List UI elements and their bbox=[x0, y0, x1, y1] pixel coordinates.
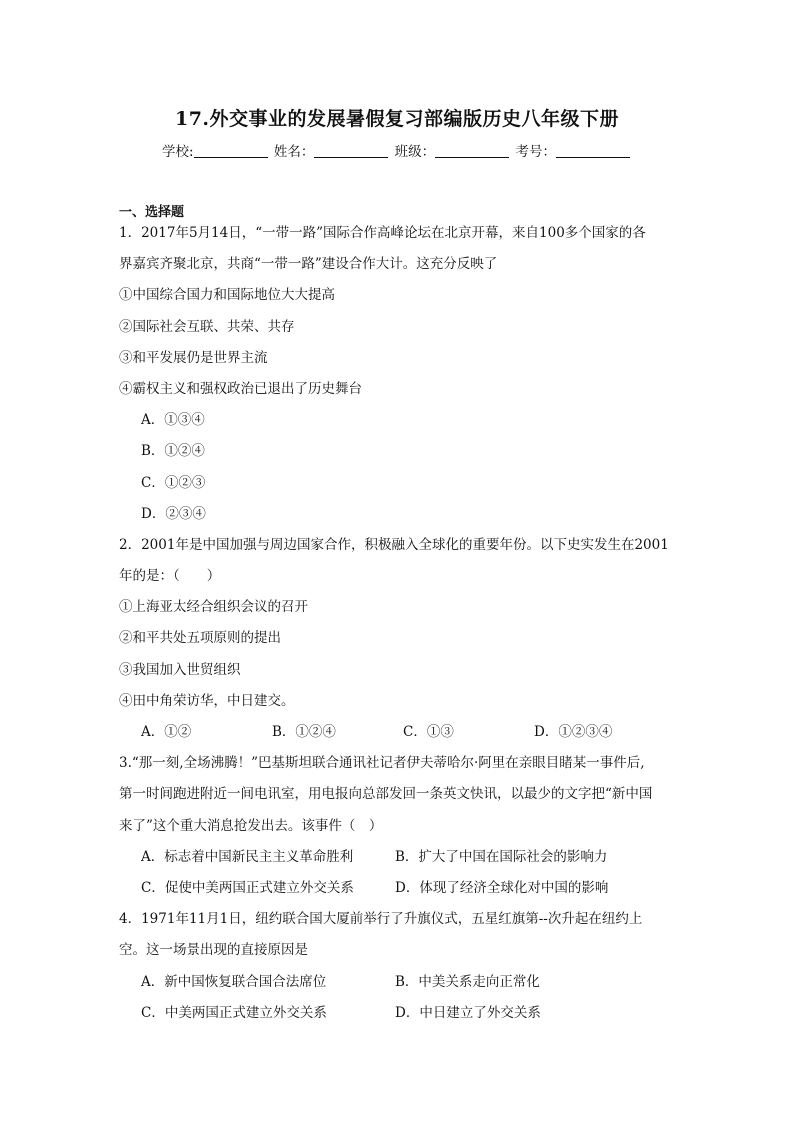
section-title: 一、选择题 bbox=[119, 205, 185, 220]
answer-option-a[interactable]: A．①② bbox=[141, 724, 192, 740]
answer-option-b[interactable]: B．①②④ bbox=[272, 724, 336, 740]
answer-option-b[interactable]: B．①②④ bbox=[141, 443, 205, 460]
question-4 bbox=[119, 904, 679, 1029]
school-label: 学校: bbox=[162, 144, 194, 160]
answer-option-d[interactable]: D．②③④ bbox=[141, 505, 206, 522]
student-info-line bbox=[0, 140, 794, 160]
question-stem-line: 来了”这个重大消息抢发出去。该事件（ ） bbox=[119, 817, 383, 834]
question-stem-line: 界嘉宾齐聚北京，共商“一带一路”建设合作大计。这充分反映了 bbox=[119, 256, 498, 273]
options-row bbox=[119, 717, 679, 748]
class-blank[interactable] bbox=[435, 145, 509, 158]
question-1 bbox=[119, 218, 679, 530]
question-3 bbox=[119, 748, 679, 904]
answer-option-d[interactable]: D．①②③④ bbox=[534, 724, 613, 740]
options-row bbox=[119, 873, 679, 904]
answer-option-c[interactable]: C．①②③ bbox=[141, 474, 206, 491]
question-stem-line: 2．2001年是中国加强与周边国家合作，积极融入全球化的重要年份。以下史实发生在2001 bbox=[119, 536, 669, 553]
answer-option-b[interactable]: B．扩大了中国在国际社会的影响力 bbox=[395, 848, 608, 865]
answer-option-c[interactable]: C．①③ bbox=[403, 724, 454, 740]
statement-item: ④霸权主义和强权政治已退出了历史舞台 bbox=[119, 380, 362, 397]
options-row bbox=[119, 998, 679, 1029]
answer-option-a[interactable]: A．新中国恢复联合国合法席位 bbox=[141, 973, 327, 990]
question-stem-line: 空。这一场景出现的直接原因是 bbox=[119, 942, 308, 959]
number-label: 考号： bbox=[515, 144, 556, 160]
statement-item: ③和平发展仍是世界主流 bbox=[119, 349, 268, 366]
answer-option-a[interactable]: A．标志着中国新民主主义革命胜利 bbox=[141, 848, 354, 865]
statement-item: ①中国综合国力和国际地位大大提高 bbox=[119, 287, 335, 304]
name-label: 姓名： bbox=[273, 144, 315, 160]
question-stem-line: 1．2017年5月14日，“一带一路”国际合作高峰论坛在北京开幕，来自100多个国家的各 bbox=[119, 225, 646, 241]
question-stem-line: 3.“那一刻,全场沸腾！”巴基斯坦联合通讯社记者伊夫蒂哈尔·阿里在亲眼目睹某一事件后, bbox=[119, 755, 645, 772]
answer-option-b[interactable]: B．中美关系走向正常化 bbox=[395, 973, 540, 990]
exam-content bbox=[119, 202, 679, 1029]
number-blank[interactable] bbox=[556, 145, 630, 158]
statement-item: ③我国加入世贸组织 bbox=[119, 661, 241, 678]
options-row bbox=[119, 967, 679, 998]
name-blank[interactable] bbox=[314, 145, 388, 158]
statement-item: ②国际社会互联、共荣、共存 bbox=[119, 318, 295, 335]
answer-option-c[interactable]: C．促使中美两国正式建立外交关系 bbox=[141, 879, 354, 896]
answer-option-d[interactable]: D．体现了经济全球化对中国的影响 bbox=[395, 879, 609, 896]
answer-option-a[interactable]: A．①③④ bbox=[141, 412, 205, 429]
statement-item: ②和平共处五项原则的提出 bbox=[119, 630, 281, 647]
statement-item: ①上海亚太经合组织会议的召开 bbox=[119, 599, 308, 616]
document-title: 17.外交事业的发展暑假复习部编版历史八年级下册 bbox=[174, 108, 620, 130]
question-stem-line: 4．1971年11月1日，纽约联合国大厦前举行了升旗仪式，五星红旗第--次升起在纽约上 bbox=[119, 911, 643, 928]
statement-item: ④田中角荣访华，中日建交。 bbox=[119, 692, 295, 709]
options-row bbox=[119, 842, 679, 873]
question-stem-line: 年的是：（ ） bbox=[119, 568, 221, 585]
question-stem-line: 第一时间跑进附近一间电讯室，用电报向总部发回一条英文快讯，以最少的文字把“新中国 bbox=[119, 786, 653, 803]
answer-option-d[interactable]: D．中日建立了外交关系 bbox=[395, 1004, 541, 1021]
class-label: 班级： bbox=[394, 144, 436, 160]
school-blank[interactable] bbox=[194, 145, 268, 158]
answer-option-c[interactable]: C．中美两国正式建立外交关系 bbox=[141, 1004, 327, 1021]
question-2 bbox=[119, 530, 679, 748]
